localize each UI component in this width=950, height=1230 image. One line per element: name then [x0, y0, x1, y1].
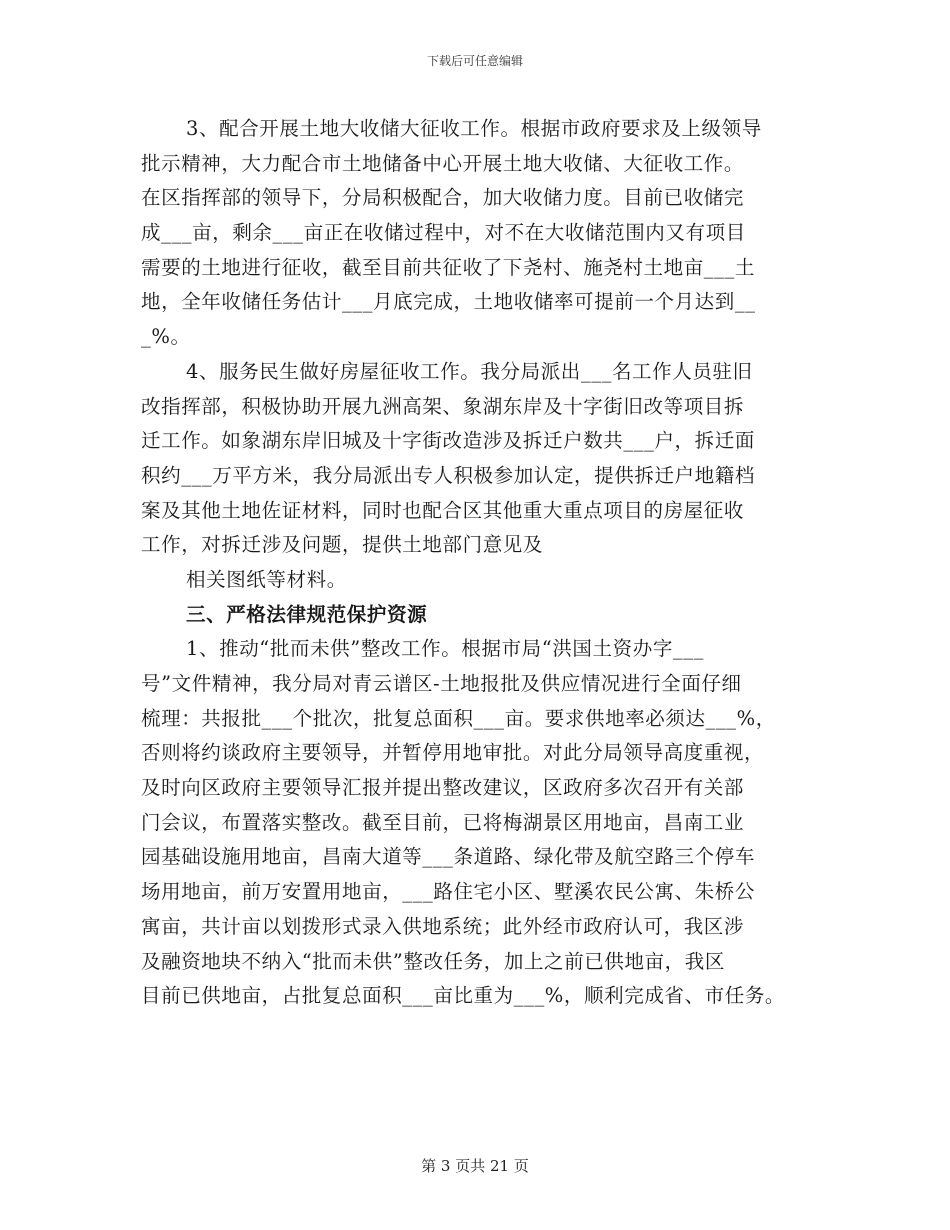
- paragraph-line: 号”文件精神，我分局对青云谱区-土地报批及供应情况进行全面仔细: [141, 672, 742, 695]
- document-body: [141, 112, 831, 1014]
- paragraph-line: 改指挥部，积极协助开展九洲高架、象湖东岸及十字街旧改等项目拆: [141, 394, 745, 418]
- paragraph-line: 在区指挥部的领导下，分局积极配合，加大收储力度。目前已收储完: [141, 186, 745, 210]
- paragraph-line: _%。: [141, 325, 191, 349]
- paragraph-line: 积约___万平方米，我分局派出专人积极参加认定，提供拆迁户地籍档: [141, 463, 755, 487]
- paragraph-line: 4、服务民生做好房屋征收工作。我分局派出___名工作人员驻旧: [186, 359, 753, 383]
- paragraph-line: 门会议，布置落实整改。截至目前，已将梅湖景区用地亩，昌南工业: [141, 810, 745, 834]
- paragraph-line: 工作，对拆迁涉及问题，提供土地部门意见及: [141, 533, 544, 557]
- paragraph-line: 否则将约谈政府主要领导，并暂停用地审批。对此分局领导高度重视，: [141, 741, 765, 765]
- paragraph-line: 及融资地块不纳入“批而未供”整改任务，加上之前已供地亩，我区: [141, 949, 725, 973]
- paragraph-line: 3、配合开展土地大收储大征收工作。根据市政府要求及上级领导: [186, 117, 762, 140]
- paragraph-line: 1、推动“批而未供”整改工作。根据市局“洪国土资办字___: [186, 637, 704, 661]
- paragraph-line: 场用地亩，前万安置用地亩，___路住宅小区、墅溪农民公寓、朱桥公: [141, 880, 755, 904]
- paragraph-line: 寓亩，共计亩以划拨形式录入供地系统；此外经市政府认可，我区涉: [141, 914, 745, 938]
- paragraph-line: 需要的土地进行征收，截至目前共征收了下尧村、施尧村土地亩___土: [141, 255, 755, 279]
- paragraph-line: 地，全年收储任务估计___月底完成，土地收储率可提前一个月达到__: [141, 290, 756, 314]
- paragraph-line: 梳理：共报批___个批次，批复总面积___亩。要求供地率必须达___%，: [141, 706, 776, 730]
- paragraph-line: 批示精神，大力配合市土地储备中心开展土地大收储、大征收工作。: [141, 151, 745, 175]
- paragraph-line: 园基础设施用地亩，昌南大道等___条道路、绿化带及航空路三个停车: [141, 845, 755, 869]
- page-header: 下载后可任意编辑: [426, 54, 523, 68]
- paragraph-line: 目前已供地亩，占批复总面积___亩比重为___%，顺利完成省、市任务。: [141, 984, 786, 1008]
- section-heading: 三、严格法律规范保护资源: [186, 602, 428, 626]
- paragraph-line: 迁工作。如象湖东岸旧城及十字街改造涉及拆迁户数共___户，拆迁面: [141, 429, 755, 453]
- paragraph-line: 案及其他土地佐证材料，同时也配合区其他重大重点项目的房屋征收: [141, 498, 745, 522]
- paragraph-line: 成___亩，剩余___亩正在收储过程中，对不在大收储范围内又有项目: [141, 221, 746, 245]
- page-footer: 第 3 页共 21 页: [421, 1157, 529, 1175]
- paragraph-line: 及时向区政府主要领导汇报并提出整改建议，区政府多次召开有关部: [141, 776, 745, 800]
- paragraph-line: 相关图纸等材料。: [186, 567, 347, 591]
